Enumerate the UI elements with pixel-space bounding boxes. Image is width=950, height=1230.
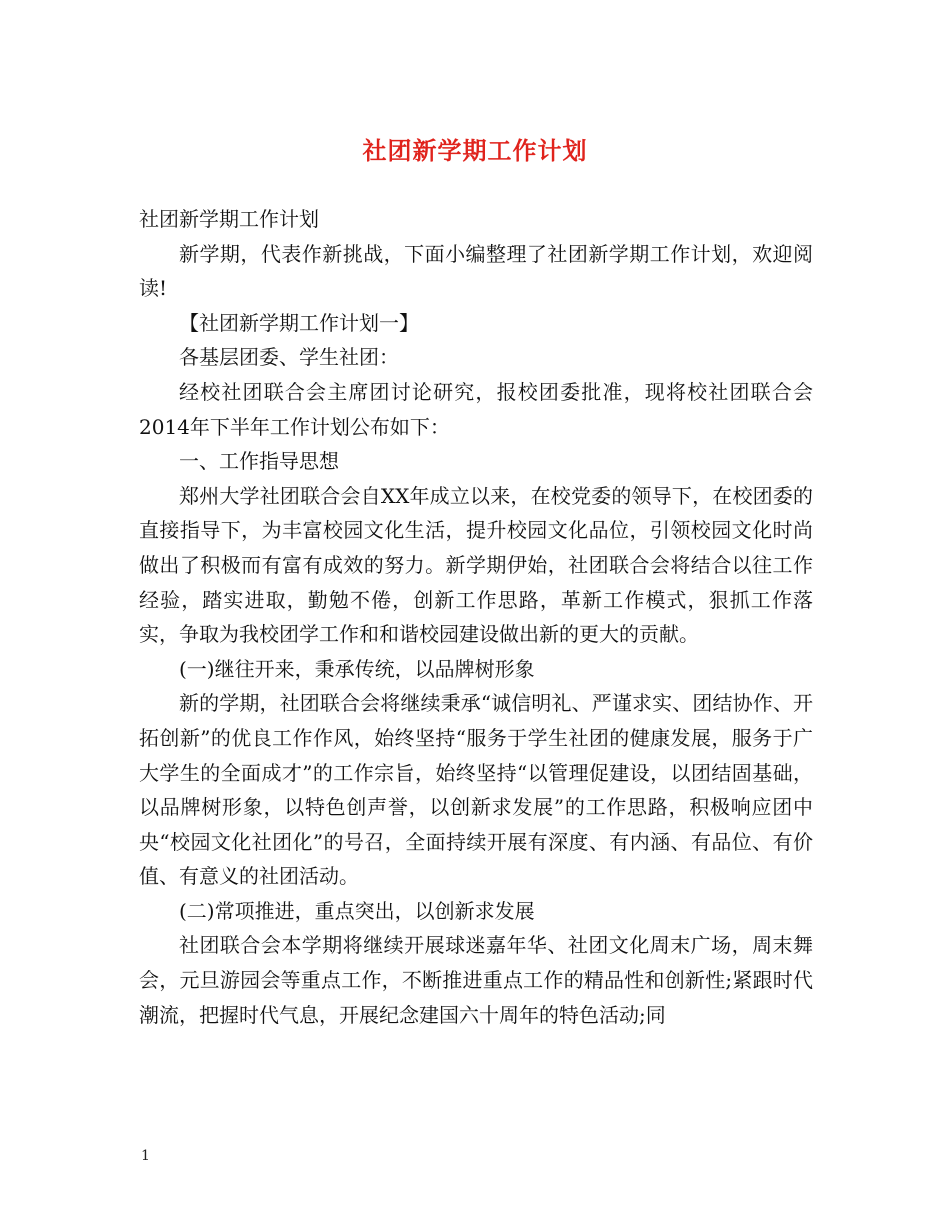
document-body — [139, 202, 813, 1032]
paragraph-salutation: 各基层团委、学生社团： — [179, 345, 399, 370]
paragraph-intro: 新学期，代表作新挑战，下面小编整理了社团新学期工作计划，欢迎阅读! — [139, 241, 813, 301]
subsection-heading-two: (二)常项推进，重点突出，以创新求发展 — [179, 898, 535, 923]
paragraph-plan-one-title: 【社团新学期工作计划一】 — [179, 310, 419, 335]
paragraph-heading: 社团新学期工作计划 — [139, 207, 319, 231]
paragraph-history: 郑州大学社团联合会自XX年成立以来，在校党委的领导下，在校团委的直接指导下，为丰富校园文化生活，提升校园文化品位，引领校园文化时尚做出了积极而有富有成效的努力。新学期伊始，社团联合会将结合以往工作经验，踏实进取，勤勉不倦，创新工作思路，革新工作模式，狠抓工作落实，争取为我校团学工作和和谐校园建设做出新的更大的贡献。 — [139, 483, 813, 647]
paragraph-tradition: 新的学期，社团联合会将继续秉承“诚信明礼、严谨求实、团结协作、开拓创新”的优良工作作风，始终坚持“服务于学生社团的健康发展，服务于广大学生的全面成才”的工作宗旨，始终坚持“以管理促建设，以团结固基础，以品牌树形象，以特色创声誉，以创新求发展”的工作思路，积极响应团中央“校园文化社团化”的号召，全面持续开展有深度、有内涵、有品位、有价值、有意义的社团活动。 — [139, 691, 813, 889]
document-title: 社团新学期工作计划 — [362, 136, 588, 165]
paragraph-announcement: 经校社团联合会主席团讨论研究，报校团委批准，现将校社团联合会2014年下半年工作计划公布如下： — [139, 379, 813, 439]
section-heading-guiding-thought: 一、工作指导思想 — [179, 449, 339, 474]
subsection-heading-one: (一)继往开来，秉承传统，以品牌树形象 — [179, 656, 535, 681]
page-number: 1 — [141, 1148, 150, 1164]
paragraph-key-work: 社团联合会本学期将继续开展球迷嘉年华、社团文化周末广场，周末舞会，元旦游园会等重点工作，不断推进重点工作的精品性和创新性;紧跟时代潮流，把握时代气息，开展纪念建国六十周年的特色活动;同 — [139, 933, 813, 1027]
